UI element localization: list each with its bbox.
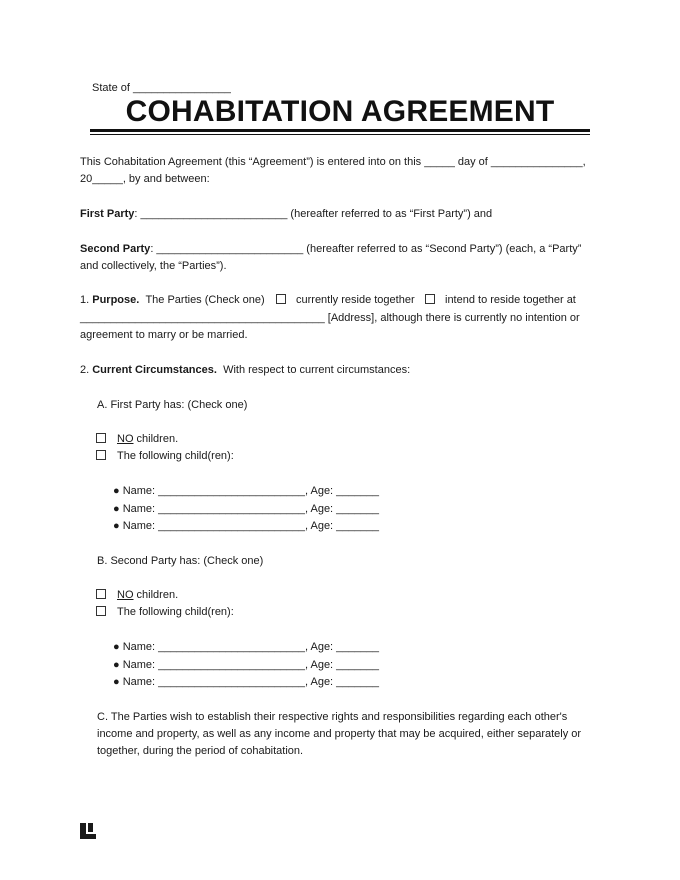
second-party-line: [80, 242, 581, 256]
section-b-heading: B. Second Party has: (Check one): [97, 555, 264, 567]
checkbox-a-following-children[interactable]: [96, 450, 106, 460]
purpose-lead: The Parties (Check one): [145, 294, 265, 306]
second-party-text: : ________________________ (hereafter referred to as “Second Party”) (each, a “Party”: [150, 243, 582, 255]
title-rule-thin: [90, 134, 590, 135]
a-following-children-label: The following child(ren):: [117, 450, 234, 462]
section-c-line-1: C. The Parties wish to establish their respective rights and responsibilities regarding each other's: [97, 711, 568, 723]
option-reside-together: currently reside together: [296, 294, 415, 306]
state-line: State of ________________: [92, 82, 231, 94]
b-child-row: ● Name: ________________________, Age: _______: [113, 676, 379, 688]
checkbox-a-no-children[interactable]: [96, 433, 106, 443]
purpose-label: Purpose.: [92, 294, 140, 306]
intro-line-2: 20_____, by and between:: [80, 173, 210, 185]
circumstances-heading: [80, 363, 410, 377]
checkbox-reside-together[interactable]: [276, 294, 286, 304]
a-no-children-label: [117, 432, 178, 446]
circumstances-number: 2.: [80, 364, 93, 376]
b-child-row: ● Name: ________________________, Age: _______: [113, 659, 379, 671]
section-c-line-2: income and property, as well as any income and property that may be acquired, either separately or: [97, 728, 582, 740]
b-no-text: NO: [117, 589, 134, 601]
a-child-row: ● Name: ________________________, Age: _______: [113, 503, 379, 515]
b-children-text: children.: [133, 589, 179, 601]
a-children-text: children.: [133, 433, 179, 445]
first-party-line: [80, 207, 492, 221]
purpose-heading: [80, 293, 265, 307]
checkbox-b-no-children[interactable]: [96, 589, 106, 599]
circumstances-lead: With respect to current circumstances:: [223, 364, 411, 376]
section-a-heading: A. First Party has: (Check one): [97, 399, 248, 411]
a-child-row: ● Name: ________________________, Age: _______: [113, 485, 379, 497]
b-following-children-label: The following child(ren):: [117, 606, 234, 618]
a-child-row: ● Name: ________________________, Age: _______: [113, 520, 379, 532]
legal-document-logo-icon: [80, 823, 98, 841]
title-rule-thick: [90, 129, 590, 132]
second-party-line-2: and collectively, the “Parties”).: [80, 260, 227, 272]
second-party-label: Second Party: [80, 243, 151, 255]
a-no-text: NO: [117, 433, 134, 445]
circumstances-label: Current Circumstances.: [92, 364, 217, 376]
purpose-address-line: ________________________________________ [Address], although there is currently no intention or: [80, 312, 580, 324]
b-child-row: ● Name: ________________________, Age: _______: [113, 641, 379, 653]
option-intend-to-reside: intend to reside together at: [445, 294, 576, 306]
document-title: COHABITATION AGREEMENT: [125, 95, 555, 128]
intro-line-1: This Cohabitation Agreement (this “Agreement”) is entered into on this _____ day of _______________,: [80, 156, 586, 168]
checkbox-intend-to-reside[interactable]: [425, 294, 435, 304]
purpose-line-3: agreement to marry or be married.: [80, 329, 248, 341]
purpose-number: 1.: [80, 294, 93, 306]
section-c-line-3: together, during the period of cohabitation.: [97, 745, 304, 757]
first-party-text: : ________________________ (hereafter referred to as “First Party”) and: [134, 208, 493, 220]
first-party-label: First Party: [80, 208, 135, 220]
b-no-children-label: [117, 588, 178, 602]
checkbox-b-following-children[interactable]: [96, 606, 106, 616]
